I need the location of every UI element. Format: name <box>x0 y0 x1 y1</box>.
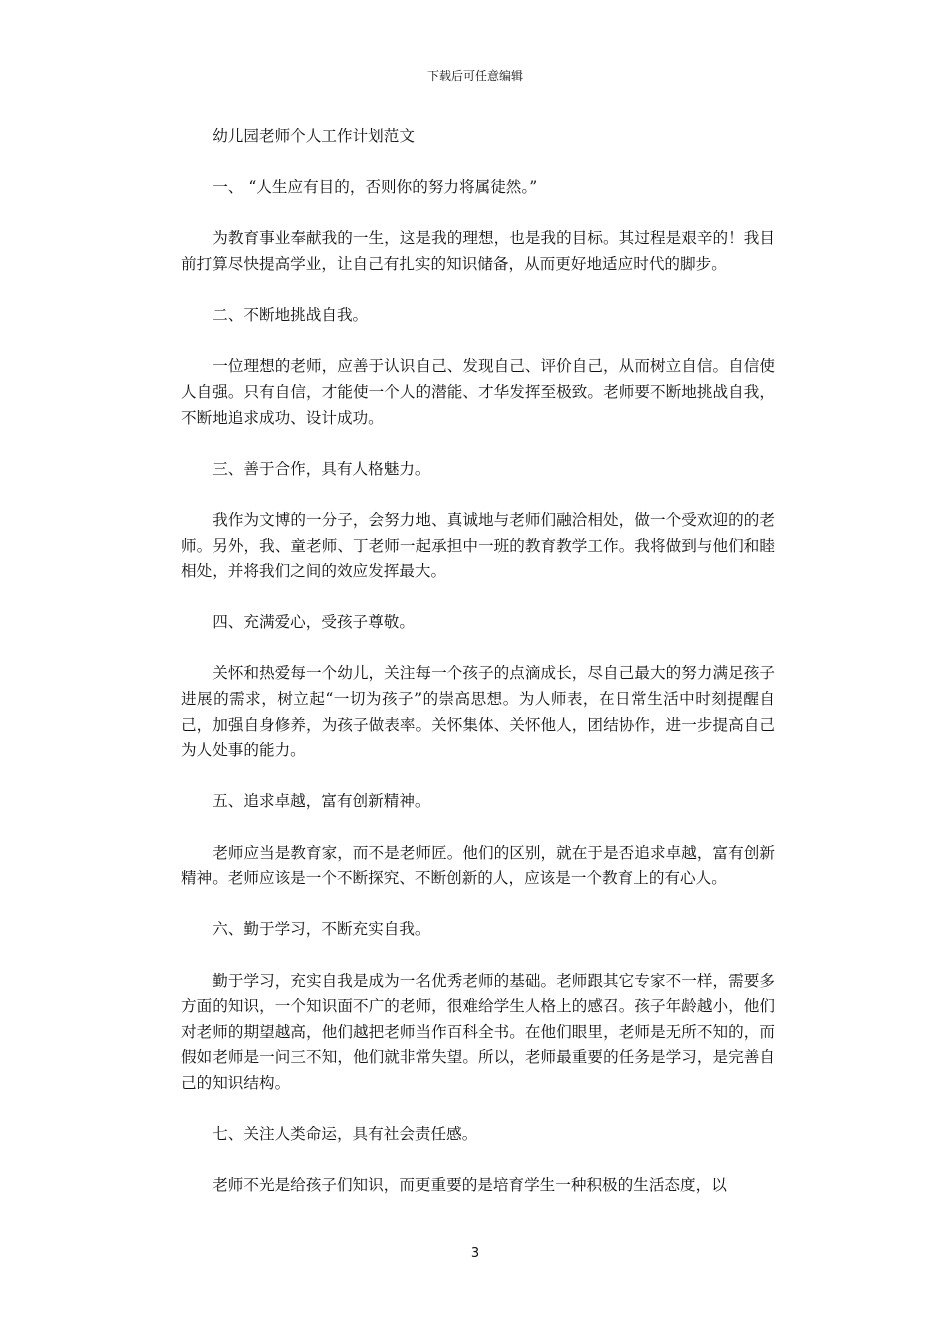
body-paragraph-1: 为教育事业奉献我的一生，这是我的理想，也是我的目标。其过程是艰辛的！我目前打算尽快提高学业，让自己有扎实的知识储备，从而更好地适应时代的脚步。 <box>181 229 775 273</box>
section-heading-3: 三、善于合作，具有人格魅力。 <box>212 459 431 478</box>
section-heading-5: 五、追求卓越，富有创新精神。 <box>212 792 431 811</box>
body-paragraph-2: 一位理想的老师，应善于认识自己、发现自己、评价自己，从而树立自信。自信使人自强。只有自信，才能使一个人的潜能、才华发挥至极致。老师要不断地挑战自我，不断地追求成功、设计成功。 <box>181 357 775 427</box>
document-title: 幼儿园老师个人工作计划范文 <box>212 127 415 145</box>
body-paragraph-7: 老师不光是给孩子们知识，而更重要的是培育学生一种积极的生活态度，以 <box>212 1176 727 1195</box>
page-header-note: 下载后可任意编辑 <box>426 69 523 83</box>
section-heading-1: 一、 “人生应有目的，否则你的努力将属徒然。” <box>212 178 538 197</box>
document-body <box>181 124 775 1225</box>
body-paragraph-5: 老师应当是教育家，而不是老师匠。他们的区别，就在于是否追求卓越，富有创新精神。老师应该是一个不断探究、不断创新的人，应该是一个教育上的有心人。 <box>181 843 775 888</box>
page-number: 3 <box>470 1246 480 1261</box>
section-heading-6: 六、勤于学习，不断充实自我。 <box>212 920 431 939</box>
section-heading-7: 七、关注人类命运，具有社会责任感。 <box>212 1125 478 1144</box>
section-heading-4: 四、充满爱心，受孩子尊敬。 <box>212 613 415 632</box>
body-paragraph-6: 勤于学习，充实自我是成为一名优秀老师的基础。老师跟其它专家不一样，需要多方面的知识，一个知识面不广的老师，很难给学生人格上的感召。孩子年龄越小，他们对老师的期望越高，他们越把老师当作百科全书。在他们眼里，老师是无所不知的，而假如老师是一问三不知，他们就非常失望。所以，老师最重要的任务是学习，是完善自己的知识结构。 <box>181 971 775 1092</box>
section-heading-2: 二、不断地挑战自我。 <box>212 306 369 325</box>
body-paragraph-4: 关怀和热爱每一个幼儿，关注每一个孩子的点滴成长，尽自己最大的努力满足孩子进展的需求，树立起“一切为孩子”的崇高思想。为人师表，在日常生活中时刻提醒自己，加强自身修养，为孩子做表率。关怀集体、关怀他人，团结协作，进一步提高自己为人处事的能力。 <box>181 664 775 760</box>
body-paragraph-3: 我作为文博的一分子，会努力地、真诚地与老师们融洽相处，做一个受欢迎的的老师。另外，我、童老师、丁老师一起承担中一班的教育教学工作。我将做到与他们和睦相处，并将我们之间的效应发挥最大。 <box>181 510 775 581</box>
